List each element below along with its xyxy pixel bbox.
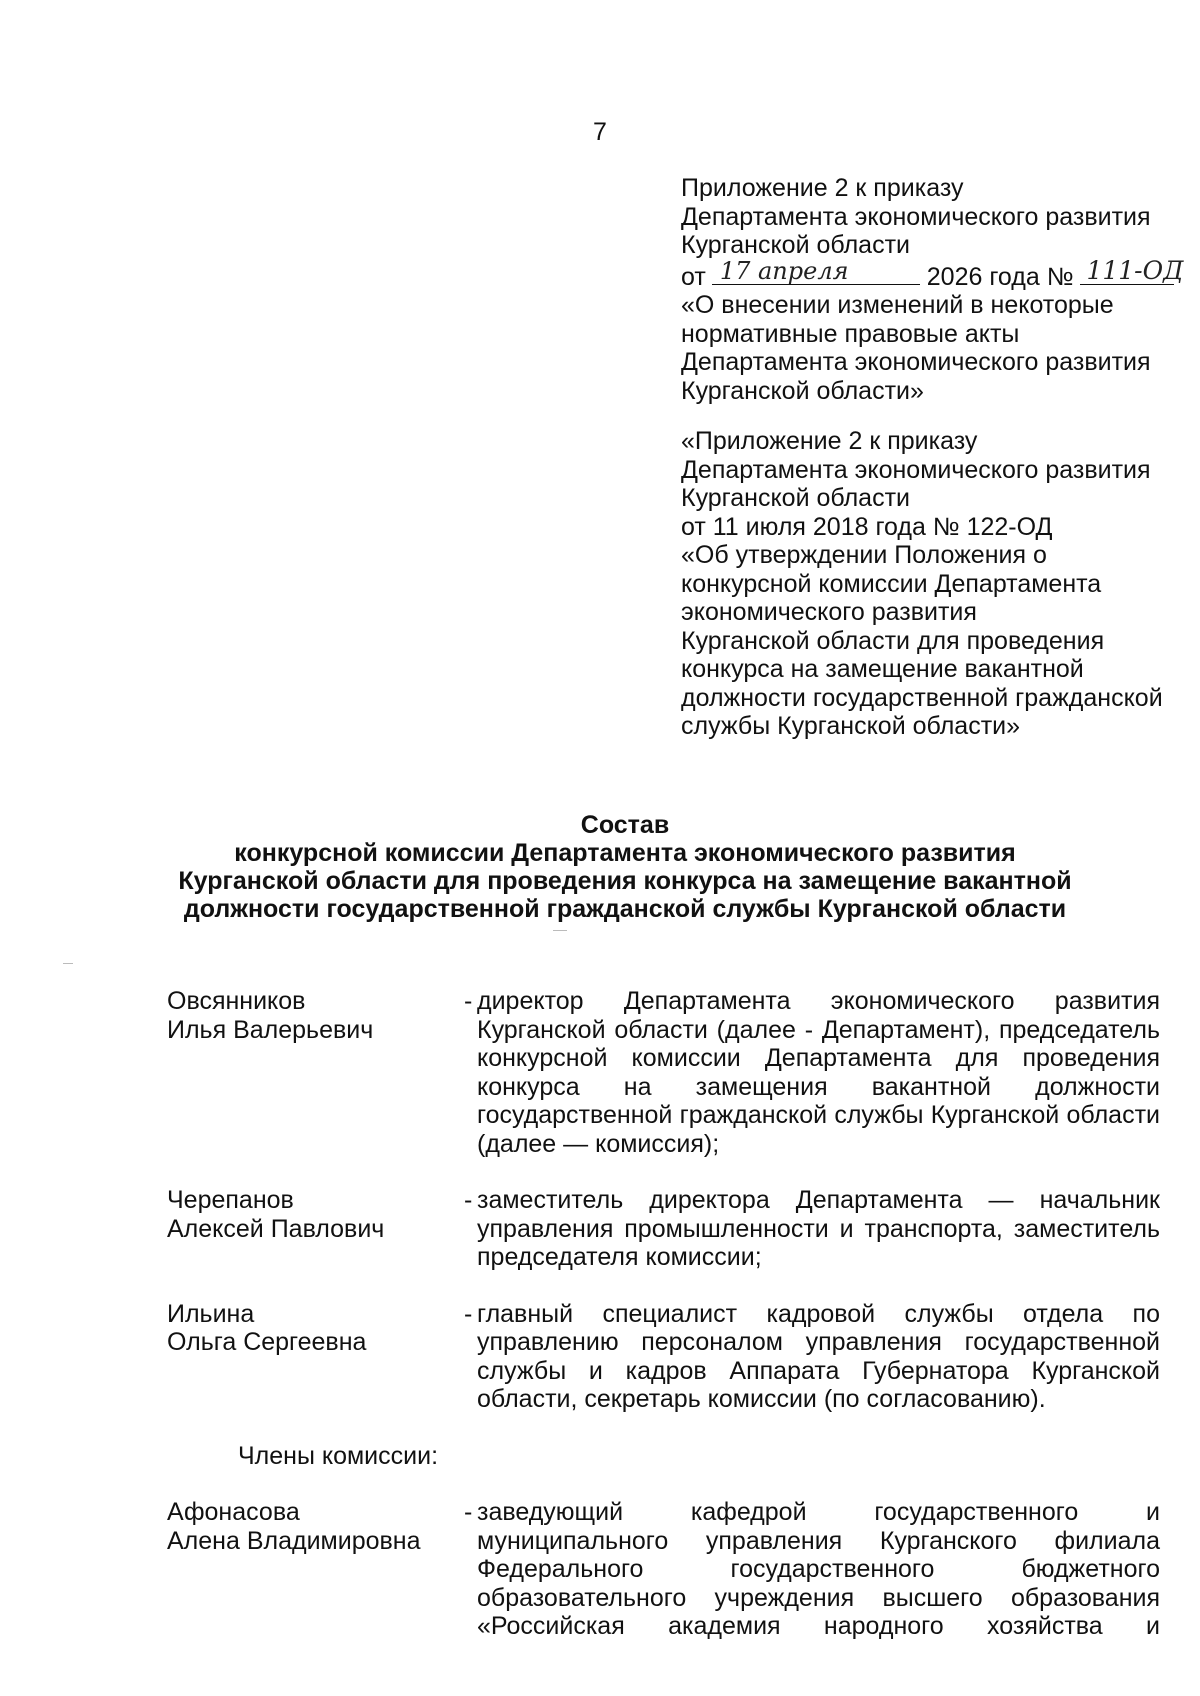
handwritten-number: 111-ОД — [1086, 256, 1184, 285]
member-role-text: директор Департамента экономического развития Курганской области (далее - Департамент), председатель конкурсной комиссии Департамента для проведения конкурса на замещения вакантной должности государственной гражданской службы Курганской области (далее — комиссия); — [477, 987, 1160, 1158]
number-blank — [1080, 256, 1184, 285]
member-row — [167, 1498, 1160, 1641]
member-name — [167, 1186, 477, 1272]
member-row — [167, 1186, 1160, 1272]
year-text: 2026 года № — [926, 262, 1074, 291]
member-role — [464, 1186, 1160, 1272]
member-role — [464, 1299, 1160, 1414]
member-name — [167, 1498, 477, 1641]
appendix-line: экономического развития — [681, 598, 977, 626]
member-role — [464, 1498, 1160, 1641]
from-prefix: от — [681, 262, 706, 291]
appendix-line: конкурса на замещение вакантной — [681, 655, 1084, 683]
document-title — [150, 811, 1100, 923]
appendix-line: Департамента экономического развития — [681, 202, 1151, 231]
appendix-line: Курганской области — [681, 484, 911, 512]
handwritten-date: 17 апреля — [719, 257, 849, 285]
appendix-line: Курганской области — [681, 231, 911, 259]
member-surname: Черепанов — [167, 1186, 294, 1214]
member-row — [167, 987, 1160, 1158]
member-given-names: Алена Владимировна — [167, 1526, 421, 1555]
appendix-amending-block — [681, 174, 1184, 405]
title-line: Курганской области для проведения конкурса на замещение вакантной — [178, 867, 1072, 895]
appendix-line: Приложение 2 к приказу — [681, 174, 964, 202]
appendix-line: «Об утверждении Положения о — [681, 541, 1047, 569]
appendix-line: должности государственной гражданской — [681, 683, 1163, 712]
member-surname: Овсянников — [167, 987, 306, 1015]
appendix-original-block — [681, 427, 1181, 741]
scan-artifact — [553, 930, 567, 931]
page-number: 7 — [593, 118, 607, 146]
appendix-line: Департамента экономического развития — [681, 348, 1151, 376]
title-heading: Состав — [580, 811, 670, 839]
role-dash: - — [464, 1498, 473, 1526]
member-role — [464, 987, 1160, 1158]
appendix-date-line — [681, 256, 1184, 292]
role-dash: - — [464, 987, 473, 1015]
member-role-text: главный специалист кадровой службы отдела по управлению персоналом управления государственной службы и кадров Аппарата Губернатора Курганской области, секретарь комиссии (по согласованию). — [477, 1299, 1160, 1413]
role-dash: - — [464, 1186, 473, 1214]
date-blank — [712, 257, 920, 285]
commission-members — [167, 987, 1160, 1669]
member-given-names: Илья Валерьевич — [167, 1015, 374, 1044]
appendix-line: Курганской области» — [681, 376, 924, 405]
member-role-text: заместитель директора Департамента — начальник управления промышленности и транспорта, заместитель председателя комиссии; — [477, 1186, 1160, 1271]
member-name — [167, 987, 477, 1158]
member-name — [167, 1300, 477, 1414]
appendix-line: Департамента экономического развития — [681, 455, 1151, 484]
appendix-line: от 11 июля 2018 года № 122-ОД — [681, 512, 1053, 541]
members-section-label: Члены комиссии: — [238, 1441, 439, 1470]
member-given-names: Алексей Павлович — [167, 1214, 385, 1243]
member-surname: Ильина — [167, 1299, 255, 1328]
scan-artifact — [63, 963, 73, 964]
member-row — [167, 1300, 1160, 1414]
appendix-line: конкурсной комиссии Департамента — [681, 569, 1102, 598]
member-surname: Афонасова — [167, 1498, 300, 1526]
member-role-text: заведующий кафедрой государственного и муниципального управления Курганского филиала Федерального государственного бюджетного образовательного учреждения высшего образования «Российская академия народного хозяйства и — [477, 1498, 1160, 1640]
title-line: конкурсной комиссии Департамента экономического развития — [234, 839, 1016, 867]
appendix-line: «Приложение 2 к приказу — [681, 427, 978, 455]
appendix-line: «О внесении изменений в некоторые — [681, 291, 1114, 319]
appendix-line: Курганской области для проведения — [681, 626, 1105, 655]
appendix-line: нормативные правовые акты — [681, 319, 1020, 348]
appendix-line: службы Курганской области» — [681, 712, 1021, 740]
title-line: должности государственной гражданской службы Курганской области — [183, 895, 1067, 923]
member-given-names: Ольга Сергеевна — [167, 1328, 367, 1356]
role-dash: - — [464, 1299, 473, 1328]
